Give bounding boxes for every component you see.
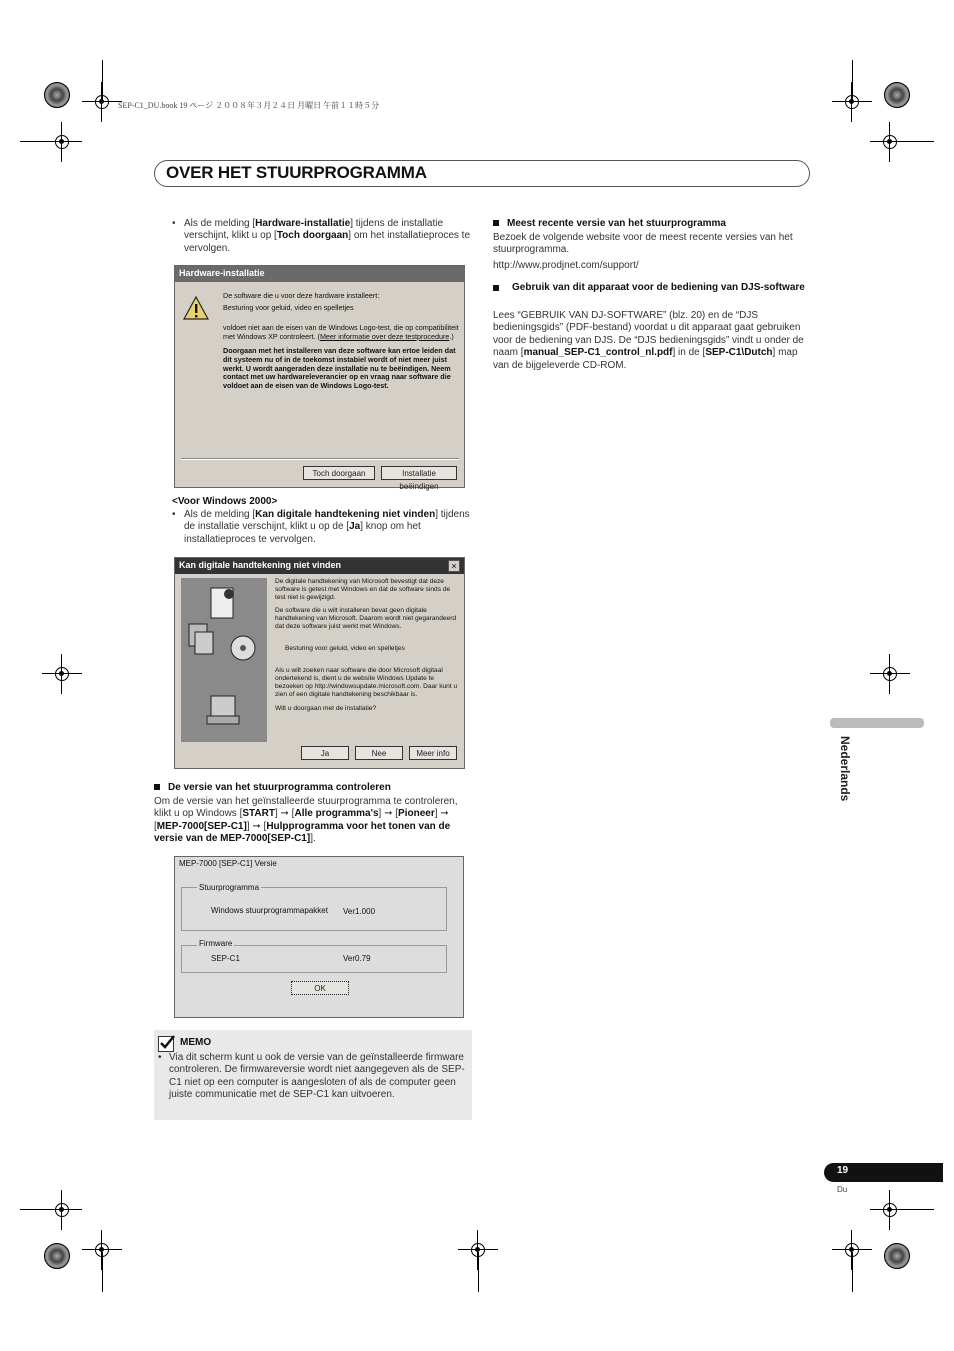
dialog-text: Besturing voor geluid, video en spelletjes [285,645,405,652]
memo-box [154,1030,472,1120]
dialog-title: Kan digitale handtekening niet vinden [175,558,464,574]
crop-line [102,1252,103,1292]
crosshair-mark [42,122,82,162]
dialog-text: Besturing voor geluid, video en spelletjes [223,302,354,312]
memo-text: • Via dit scherm kunt u ook de versie van de geïnstalleerde firmware controleren. De firmwareversie wordt niet aangegeven als de SEP-C1 niet op een computer is aangesloten of als de computer geen juiste communicatie met de SEP-C1 kan uitvoeren. [158,1052,465,1101]
crop-line [478,1252,479,1292]
driver-row-value: Ver1.000 [343,907,376,916]
bullet-digital-signature: • Als de melding [Kan digitale handtekening niet vinden] tijdens de installatie verschijnt, klikt u op de [Ja] knop om het installatieproces te vervolgen. [172,509,470,545]
support-url[interactable]: http://www.prodjnet.com/support/ [493,260,639,271]
wizard-image [181,578,267,742]
dialog-text: Als u wilt zoeken naar software die door Microsoft digitaal ondertekend is, dient u de website Windows Update te bezoeken op http://windowsupdate.microsoft.com. Daar kunt u zien of een digitale handtekening beschikbaar is. [275,667,458,698]
checkmark-icon [158,1036,174,1052]
dialog-text: Wilt u doorgaan met de installatie? [275,705,377,712]
crop-line [852,1252,853,1292]
crosshair-mark [42,654,82,694]
heading-latest-driver: Meest recente versie van het stuurprogramma [493,218,811,230]
firmware-group-label: Firmware [199,939,233,948]
language-label: Nederlands [838,736,852,802]
registration-disc-br [884,1243,910,1269]
crop-line [904,1209,934,1210]
section-heading-version-check: De versie van het stuurprogramma controleren [154,782,391,794]
dialog-version [174,856,464,1018]
bullet-hardware-installatie: • Als de melding [Hardware-installatie] tijdens de installatie verschijnt, klikt u op [Toch doorgaan] om het installatieproces te vervolgen. [172,218,471,254]
memo-title: MEMO [180,1037,212,1048]
sidebar-tab [830,718,924,728]
dialog-text: De software die u wilt installeren bevat geen digitale handtekening van Microsoft. Daarom wordt niet gegarandeerd dat deze software juist werkt met Windows. [275,607,457,630]
dialog-separator [181,458,459,460]
registration-disc-tl [44,82,70,108]
dialog-title: Hardware-installatie [175,266,464,282]
registration-disc-bl [44,1243,70,1269]
crop-line [852,60,853,100]
text-djs-software: Lees “GEBRUIK VAN DJ-SOFTWARE” (blz. 20) en de “DJS bedieningsgids” (PDF-bestand) voordat u dit apparaat gaat gebruiken voor de bediening van DJS. De “DJS bedieningsgids” vindt u onder de naam [manual_SEP-C1_control_nl.pdf] in de [SEP-C1\Dutch] map van de bijgeleverde CD-ROM. [493,310,804,371]
yes-button[interactable]: Ja [301,746,349,760]
file-info: SEP-C1_DU.book 19 ページ ２００８年３月２４日 月曜日 午前１１時５分 [118,101,380,110]
more-info-button[interactable]: Meer info [409,746,457,760]
driver-group-label: Stuurprogramma [199,883,260,892]
crosshair-mark [870,654,910,694]
crop-line [904,141,934,142]
windows-2000-heading: <Voor Windows 2000> [172,496,278,507]
stop-installation-button[interactable]: Installatie beëindigen [381,466,457,480]
continue-anyway-button[interactable]: Toch doorgaan [303,466,375,480]
crosshair-mark [870,122,910,162]
crop-line [102,60,103,100]
ok-button[interactable]: OK [291,981,349,995]
heading-djs-software: Gebruik van dit apparaat voor de bediening van DJS-software [493,282,811,294]
firmware-row-label: SEP-C1 [211,954,240,963]
page-number: 19 [837,1165,849,1176]
dialog-title: MEP-7000 [SEP-C1] Versie [175,857,463,873]
dialog-hardware-installatie: Hardware-installatie De software die u voor deze hardware installeert: Besturing voor geluid, video en spelletjes voldoet niet aan de eisen van de Windows Logo-test, die op compatibiliteit met Windows XP controleert. (Meer informatie over deze testprocedure.) Doorgaan met het installeren van deze software kan ertoe leiden dat dit systeem nu of in de toekomst instabiel wordt of niet meer juist werkt. U wordt aangeraden deze installatie nu te beëindigen. Neem contact met uw hardwareleverancier op en vraag naar software die voldoet aan de eisen van de Windows Logo-test. Toch doorgaan Installatie beëindigen [174,265,465,488]
registration-disc-tr [884,82,910,108]
crop-line [20,141,50,142]
firmware-row-value: Ver0.79 [343,954,371,963]
more-info-link[interactable]: Meer informatie over deze testprocedure [319,331,450,341]
close-icon[interactable]: × [448,560,460,572]
crop-line [20,1209,50,1210]
text-latest-driver: Bezoek de volgende website voor de meest recente versies van het stuurprogramma. [493,232,793,256]
language-code: Du [837,1185,848,1194]
page-title: OVER HET STUURPROGRAMMA [166,163,427,182]
dialog-digital-signature [174,557,465,769]
warning-icon [183,296,209,325]
section-text-version-check: Om de versie van het geïnstalleerde stuurprogramma te controleren, klikt u op Windows [START] ➞ [Alle programma's] ➞ [Pioneer] ➞ [MEP-7000[SEP-C1]] ➞ [Hulpprogramma voor het tonen van de versie van de MEP-7000[SEP-C1]]. [154,796,458,845]
dialog-text: De digitale handtekening van Microsoft bevestigt dat deze software is getest met Windows en dat de software sinds de test niet is gewijzigd. [275,578,451,601]
dialog-text: De software die u voor deze hardware installeert: [223,291,380,300]
no-button[interactable]: Nee [355,746,403,760]
dialog-text: voldoet niet aan de eisen van de Windows Logo-test, die op compatibiliteit met Windows XP controleert. ( [223,323,459,341]
crosshair-mark [42,1190,82,1230]
dialog-warning-text: Doorgaan met het installeren van deze software kan ertoe leiden dat dit systeem nu of in de toekomst instabiel wordt of niet meer juist werkt. U wordt aangeraden deze installatie nu te beëindigen. Neem contact met uw hardwareleverancier op en vraag naar software die voldoet aan de eisen van de Windows Logo-test. [223,346,456,390]
crosshair-mark [870,1190,910,1230]
driver-row-label: Windows stuurprogrammapakket [211,906,328,915]
